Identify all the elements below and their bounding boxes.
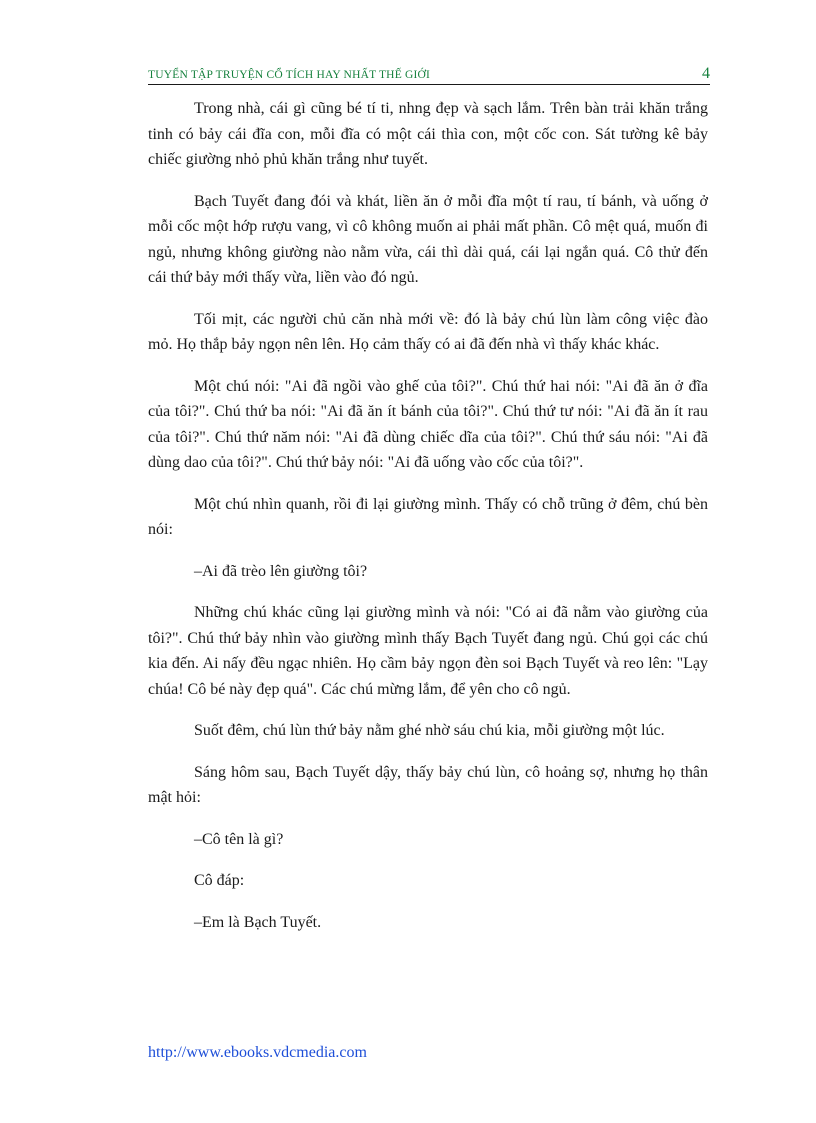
paragraph: Những chú khác cũng lại giường mình và nói: "Có ai đã nằm vào giường của tôi?". Chú thứ bảy nhìn vào giường mình thấy Bạch Tuyết đang ngủ. Chú gọi các chú kia đến. Ai nấy đều ngạc nhiên. Họ cầm bảy ngọn đèn soi Bạch Tuyết và reo lên: "Lạy chúa! Cô bé này đẹp quá". Các chú mừng lắm, để yên cho cô ngủ.	[148, 604, 708, 698]
dialogue-line: –Cô tên là gì?	[194, 830, 284, 848]
paragraph: Cô đáp:	[194, 872, 245, 889]
paragraph: Bạch Tuyết đang đói và khát, liền ăn ở mỗi đĩa một tí rau, tí bánh, và uống ở mỗi cốc một hớp rượu vang, vì cô không muốn ai phải mất phần. Cô mệt quá, muốn đi ngủ, nhưng không giường nào nằm vừa, cái thì dài quá, cái lại ngắn quá. Cô thử đến cái thứ bảy mới thấy vừa, liền vào đó ngủ.	[148, 192, 708, 286]
page-number: 4	[702, 65, 710, 82]
paragraph: Tối mịt, các người chủ căn nhà mới về: đó là bảy chú lùn làm công việc đào mỏ. Họ thắp bảy ngọn nên lên. Họ cảm thấy có ai đã đến nhà vì thấy khác khác.	[148, 310, 708, 353]
website-link[interactable]: http://www.ebooks.vdcmedia.com	[148, 1044, 367, 1061]
dialogue-line: –Em là Bạch Tuyết.	[194, 913, 322, 931]
paragraph: Một chú nói: "Ai đã ngồi vào ghế của tôi?". Chú thứ hai nói: "Ai đã ăn ở đĩa của tôi?". Chú thứ ba nói: "Ai đã ăn ít bánh của tôi?". Chú thứ tư nói: "Ai đã ăn ít rau của tôi?". Chú thứ năm nói: "Ai đã dùng chiếc dĩa của tôi?". Chú thứ sáu nói: "Ai đã dùng dao của tôi?". Chú thứ bảy nói: "Ai đã uống vào cốc của tôi?".	[148, 377, 708, 471]
dialogue-line: –Ai đã trèo lên giường tôi?	[194, 562, 368, 580]
paragraph: Suốt đêm, chú lùn thứ bảy nằm ghé nhờ sáu chú kia, mỗi giường một lúc.	[194, 722, 665, 739]
page-header	[148, 62, 710, 85]
paragraph: Trong nhà, cái gì cũng bé tí ti, nhng đẹp và sạch lắm. Trên bàn trải khăn trắng tinh có bảy cái đĩa con, mỗi đĩa có một cái thìa con, một cốc con. Sát tường kê bảy chiếc giường nhỏ phủ khăn trắng như tuyết.	[148, 100, 708, 168]
paragraph: Sáng hôm sau, Bạch Tuyết dậy, thấy bảy chú lùn, cô hoảng sợ, nhưng họ thân mật hỏi:	[148, 763, 708, 806]
paragraph: Một chú nhìn quanh, rồi đi lại giường mình. Thấy có chỗ trũng ở đêm, chú bèn nói:	[148, 495, 708, 538]
story-body	[148, 96, 708, 951]
book-title: TUYỂN TẬP TRUYỆN CỔ TÍCH HAY NHẤT THẾ GIỚI	[148, 69, 431, 81]
